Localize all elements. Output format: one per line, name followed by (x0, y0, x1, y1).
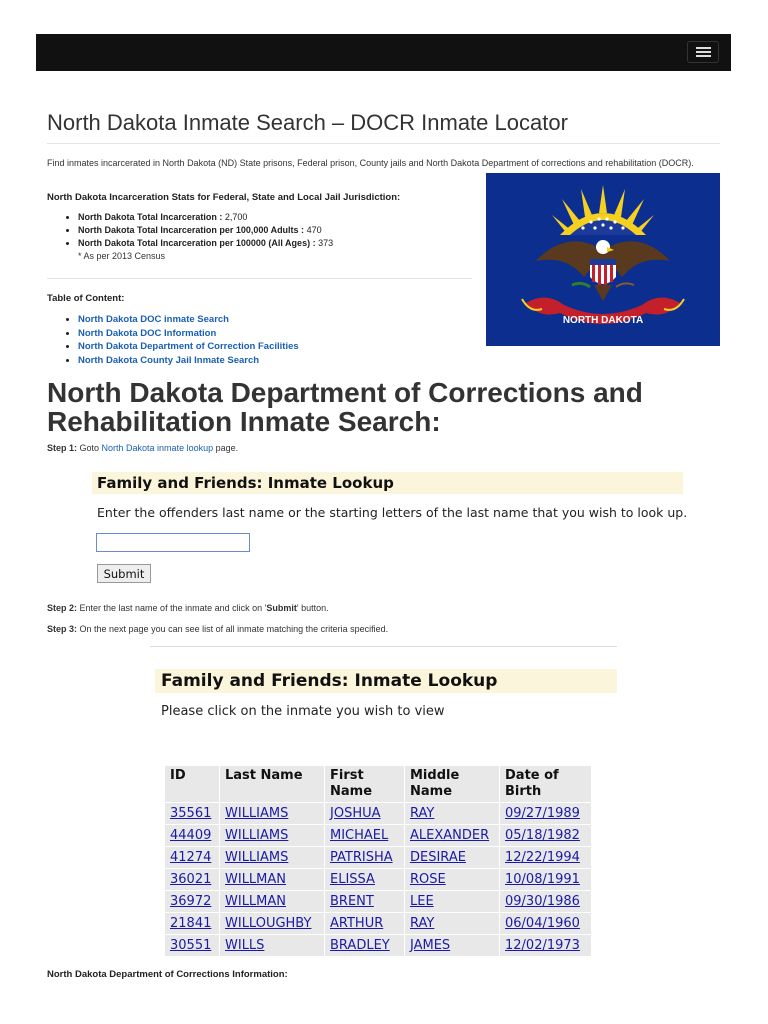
first-name-link[interactable]: JOSHUA (330, 805, 381, 821)
menu-icon[interactable] (687, 41, 719, 63)
toc-link-county-jail[interactable]: North Dakota County Jail Inmate Search (78, 354, 260, 366)
table-cell (220, 891, 325, 913)
top-navbar (36, 34, 731, 71)
last-name-link[interactable]: WILLMAN (225, 893, 287, 909)
table-cell (325, 935, 405, 957)
table-cell (165, 913, 220, 935)
first-name-link[interactable]: ARTHUR (330, 915, 384, 931)
column-header-first-name: First Name (325, 766, 405, 803)
divider (47, 143, 720, 144)
table-cell (405, 913, 500, 935)
last-name-input[interactable] (96, 533, 250, 552)
table-cell (325, 913, 405, 935)
table-cell (325, 891, 405, 913)
toc-link-doc-search[interactable]: North Dakota DOC inmate Search (78, 314, 229, 325)
first-name-link[interactable]: BRENT (330, 893, 374, 909)
page-title: North Dakota Inmate Search – DOCR Inmate Locator (47, 110, 568, 135)
table-row[interactable] (165, 847, 592, 869)
divider (150, 646, 617, 647)
inmate-lookup-link[interactable]: North Dakota inmate lookup (101, 443, 214, 453)
stats-item: • North Dakota Total Incarceration : 2,700 (78, 211, 333, 224)
results-header: Family and Friends: Inmate Lookup (155, 669, 617, 693)
divider (47, 278, 472, 279)
middle-name-link[interactable]: ALEXANDER (410, 827, 490, 843)
step-3: Step 3: On the next page you can see list of all inmate matching the criteria specified. (47, 624, 389, 634)
table-row[interactable] (165, 803, 592, 825)
toc-heading: Table of Content: (47, 293, 125, 304)
inmate-results-table (164, 765, 592, 957)
stats-item: • North Dakota Total Incarceration per 100,000 Adults : 470 (78, 224, 333, 237)
table-cell (325, 869, 405, 891)
toc-link-doc-information[interactable]: North Dakota DOC Information (78, 327, 217, 339)
toc-link-facilities[interactable]: North Dakota Department of Correction Facilities (78, 341, 299, 352)
table-cell (500, 913, 592, 935)
table-of-contents (62, 313, 299, 367)
middle-name-link[interactable]: RAY (410, 805, 435, 821)
table-cell (405, 847, 500, 869)
table-row[interactable] (165, 891, 592, 913)
lookup-form-header: Family and Friends: Inmate Lookup (92, 472, 683, 494)
table-cell (165, 825, 220, 847)
first-name-link[interactable]: PATRISHA (330, 849, 393, 865)
svg-text:NORTH DAKOTA: NORTH DAKOTA (562, 315, 644, 326)
stats-heading: North Dakota Incarceration Stats for Federal, State and Local Jail Jurisdiction: (47, 192, 401, 203)
table-cell (325, 847, 405, 869)
last-name-link[interactable]: WILLIAMS (225, 849, 289, 865)
dob-link[interactable]: 05/18/1982 (505, 827, 580, 843)
inmate-id-link[interactable]: 36972 (170, 893, 212, 909)
table-cell (500, 869, 592, 891)
dob-link[interactable]: 12/02/1973 (505, 937, 580, 953)
results-instruction: Please click on the inmate you wish to view (161, 704, 445, 719)
middle-name-link[interactable]: DESIRAE (410, 849, 466, 865)
dob-link[interactable]: 10/08/1991 (505, 871, 580, 887)
first-name-link[interactable]: ELISSA (330, 871, 375, 887)
table-cell (500, 803, 592, 825)
lookup-form-instruction: Enter the offenders last name or the starting letters of the last name that you wish to look up. (97, 505, 688, 520)
section-heading: North Dakota Department of Corrections and Rehabilitation Inmate Search: (47, 377, 643, 437)
table-cell (220, 847, 325, 869)
last-name-link[interactable]: WILLOUGHBY (225, 915, 312, 931)
middle-name-link[interactable]: LEE (410, 893, 434, 909)
inmate-id-link[interactable]: 36021 (170, 871, 212, 887)
table-cell (405, 891, 500, 913)
middle-name-link[interactable]: JAMES (410, 937, 451, 953)
table-cell (500, 847, 592, 869)
table-cell (220, 803, 325, 825)
last-name-link[interactable]: WILLIAMS (225, 805, 289, 821)
state-flag-image (486, 173, 720, 346)
table-cell (325, 803, 405, 825)
table-cell (405, 869, 500, 891)
submit-button[interactable]: Submit (97, 564, 151, 583)
table-cell (220, 825, 325, 847)
step-2: Step 2: Enter the last name of the inmate and click on 'Submit' button. (47, 603, 329, 613)
table-cell (405, 935, 500, 957)
table-cell (500, 935, 592, 957)
table-header-row (165, 766, 592, 803)
intro-text: Find inmates incarcerated in North Dakota (ND) State prisons, Federal prison, County jails and North Dakota Department of corrections and rehabilitation (DOCR). (47, 158, 694, 168)
census-note: * As per 2013 Census (78, 251, 166, 261)
table-row[interactable] (165, 913, 592, 935)
stats-item: • North Dakota Total Incarceration per 100000 (All Ages) : 373 (78, 237, 333, 250)
table-cell (405, 825, 500, 847)
table-cell (165, 869, 220, 891)
table-cell (500, 825, 592, 847)
dob-link[interactable]: 12/22/1994 (505, 849, 580, 865)
last-name-link[interactable]: WILLMAN (225, 871, 287, 887)
dob-link[interactable]: 09/27/1989 (505, 805, 580, 821)
table-cell (220, 869, 325, 891)
dob-link[interactable]: 06/04/1960 (505, 915, 580, 931)
first-name-link[interactable]: BRADLEY (330, 937, 390, 953)
inmate-id-link[interactable]: 41274 (170, 849, 212, 865)
table-cell (165, 803, 220, 825)
table-cell (165, 935, 220, 957)
first-name-link[interactable]: MICHAEL (330, 827, 389, 843)
table-row[interactable] (165, 869, 592, 891)
step-1: Step 1: Goto North Dakota inmate lookup page. (47, 443, 239, 453)
table-cell (165, 847, 220, 869)
stats-list (62, 211, 333, 250)
doc-information-heading: North Dakota Department of Corrections Information: (47, 969, 288, 980)
table-cell (325, 825, 405, 847)
table-cell (405, 803, 500, 825)
middle-name-link[interactable]: ROSE (410, 871, 446, 887)
column-header-middle-name: Middle Name (405, 766, 500, 803)
inmate-id-link[interactable]: 35561 (170, 805, 212, 821)
table-cell (220, 913, 325, 935)
table-cell (500, 891, 592, 913)
last-name-link[interactable]: WILLS (225, 937, 265, 953)
column-header-last-name: Last Name (220, 766, 325, 803)
table-cell (220, 935, 325, 957)
inmate-id-link[interactable]: 30551 (170, 937, 212, 953)
inmate-id-link[interactable]: 44409 (170, 827, 212, 843)
column-header-dob: Date of Birth (500, 766, 592, 803)
table-cell (165, 891, 220, 913)
column-header-id: ID (165, 766, 220, 803)
last-name-link[interactable]: WILLIAMS (225, 827, 289, 843)
inmate-id-link[interactable]: 21841 (170, 915, 212, 931)
table-row[interactable] (165, 825, 592, 847)
dob-link[interactable]: 09/30/1986 (505, 893, 580, 909)
middle-name-link[interactable]: RAY (410, 915, 435, 931)
table-row[interactable] (165, 935, 592, 957)
